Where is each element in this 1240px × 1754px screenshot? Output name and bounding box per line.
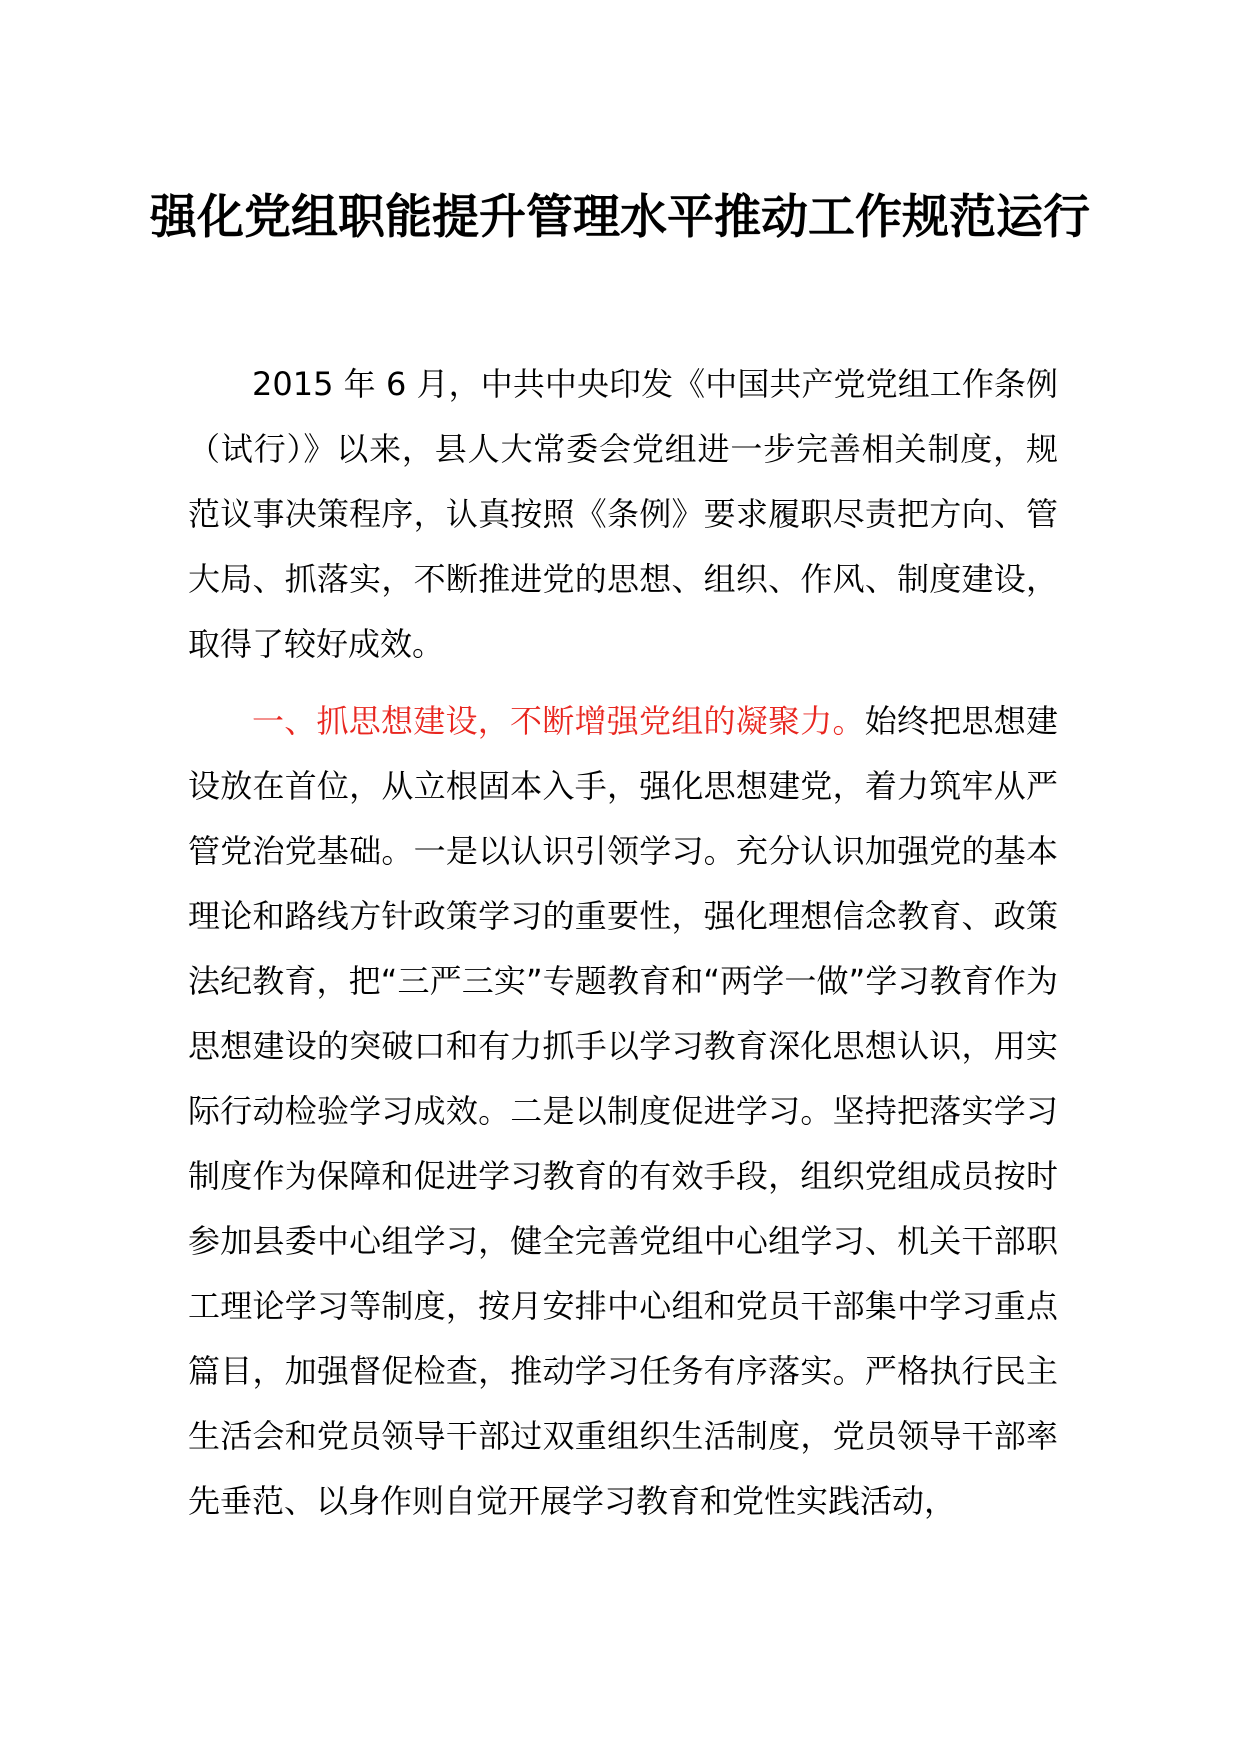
section-one-text: 始终把思想建设放在首位，从立根固本入手，强化思想建党，着力筑牢从严管党治党基础。一是以认识引领学习。充分认识加强党的基本理论和路线方针政策学习的重要性，强化理想信念教育、政策法纪教育，把“三严三实”专题教育和“两学一做”学习教育作为思想建设的突破口和有力抓手以学习教育深化思想认识，用实际行动检验学习成效。二是以制度促进学习。坚持把落实学习制度作为保障和促进学习教育的有效手段，组织党组成员按时参加县委中心组学习，健全完善党组中心组学习、机关干部职工理论学习等制度，按月安排中心组和党员干部集中学习重点篇目，加强督促检查，推动学习任务有序落实。严格执行民主生活会和党员领导干部过双重组织生活制度，党员领导干部率先垂范、以身作则自觉开展学习教育和党性实践活动， xyxy=(188,702,1058,1520)
section-one-paragraph xyxy=(188,689,1058,1534)
intro-paragraph: 2015 年 6 月，中共中央印发《中国共产党党组工作条例（试行）》以来，县人大常委会党组进一步完善相关制度，规范议事决策程序，认真按照《条例》要求履职尽责把方向、管大局、抓落实，不断推进党的思想、组织、作风、制度建设，取得了较好成效。 xyxy=(188,365,1058,663)
section-one-heading: 一、抓思想建设，不断增强党组的凝聚力。 xyxy=(252,702,865,740)
document-body xyxy=(188,352,1058,1534)
document-title: 强化党组职能提升管理水平推动工作规范运行 xyxy=(150,190,1090,245)
